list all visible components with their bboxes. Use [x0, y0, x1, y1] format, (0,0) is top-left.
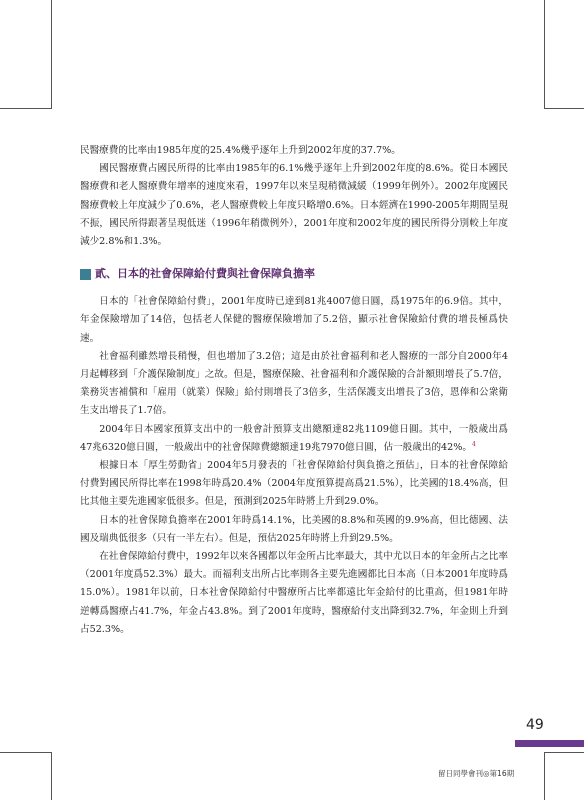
crop-mark-top-left [51, 0, 52, 108]
paragraph-3: 日本的「社會保障給付費」，2001年度時已達到81兆4007億日圓，爲1975年的6.9倍。其中，年金保險增加了14倍，包括老人保健的醫療保險增加了5.2倍，顯示社會保險給付費的增長極爲快速。 [80, 296, 508, 344]
paragraph-4: 社會福利雖然增長稍慢，但也增加了3.2倍；這是由於社會福利和老人醫療的一部分自2000年4月起轉移到「介護保險制度」之故。但是，醫療保險、社會福利和介護保險的合計額則增長了5.7倍，業務災害補償和「雇用（就業）保險」給付則增長了3倍多，生活保護支出增長了3倍，恩俸和公衆衛生支出增長了1.7倍。 [80, 350, 508, 417]
paragraph-6: 根據日本「厚生勞動省」2004年5月發表的「社會保障給付與負擔之預估」，日本的社會保障給付費對國民所得比率在1998年時爲20.4%（2004年度預算提高爲21.5%），比美國的18.4%高，但比其他主要先進國家低很多。但是，預測到2025年時將上升到29.0%。 [80, 460, 508, 508]
footnote-marker[interactable]: 4 [471, 440, 476, 448]
crop-mark-left-top [0, 108, 52, 109]
article-body [80, 142, 508, 639]
crop-mark-bottom-left [51, 752, 52, 800]
crop-mark-right-top [544, 108, 584, 109]
paragraph-5-text: 2004年日本國家預算支出中的一般會計預算支出總額達82兆1109億日圓。其中，一般歲出爲47兆6320億日圓，一般歲出中的社會保障費總額達19兆7970億日圓，佔一般歲出的42%。 [80, 423, 508, 453]
paragraph-2: 國民醫療費占國民所得的比率由1985年的6.1%幾乎逐年上升到2002年度的8.6%。從日本國民醫療費和老人醫療費年增率的速度來看，1997年以來呈現稍微減緩（1999年例外）。2002年度國民醫療費較上年度減少了0.6%，老人醫療費較上年度只略增0.6%。日本經濟在1990-2005年期間呈現不振，國民所得跟著呈現低迷（1996年稍微例外），2001年度和2002年度的國民所得分別較上年度減少2.8%和1.3%。 [80, 163, 508, 248]
page-number: 49 [526, 717, 544, 733]
section-heading-text: 貳、日本的社會保障給付費與社會保障負擔率 [95, 267, 315, 281]
paragraph-1: 民醫療費的比率由1985年度的25.4%幾乎逐年上升到2002年度的37.7%。 [80, 145, 401, 156]
accent-tab [515, 740, 584, 747]
heading-marker-icon [80, 269, 91, 280]
crop-mark-left-bottom [0, 752, 52, 753]
paragraph-8: 在社會保障給付費中，1992年以來各國都以年金所占比率最大，其中尤以日本的年金所占之比率（2001年度爲52.3%）最大。而福利支出所占比率則各主要先進國都比日本高（日本2001年度時爲15.0%）。1981年以前，日本社會保障給付中醫療所占比率都遠比年金給付的比重高，但1981年時逆轉爲醫療占41.7%，年金占43.8%。到了2001年度時，醫療給付支出降到32.7%，年金則上升到占52.3%。 [80, 551, 508, 635]
crop-mark-right-bottom [544, 752, 584, 753]
paragraph-5 [80, 421, 508, 457]
section-heading [80, 267, 508, 281]
crop-mark-top-right [544, 0, 545, 108]
footer-journal-title: 留日同學會刊◎第16期 [438, 769, 515, 778]
paragraph-7: 日本的社會保障負擔率在2001年時爲14.1%，比美國的8.8%和英國的9.9%高，但比德國、法國及瑞典低很多（只有一半左右）。但是，預估2025年時將上升到29.5%。 [80, 514, 508, 544]
